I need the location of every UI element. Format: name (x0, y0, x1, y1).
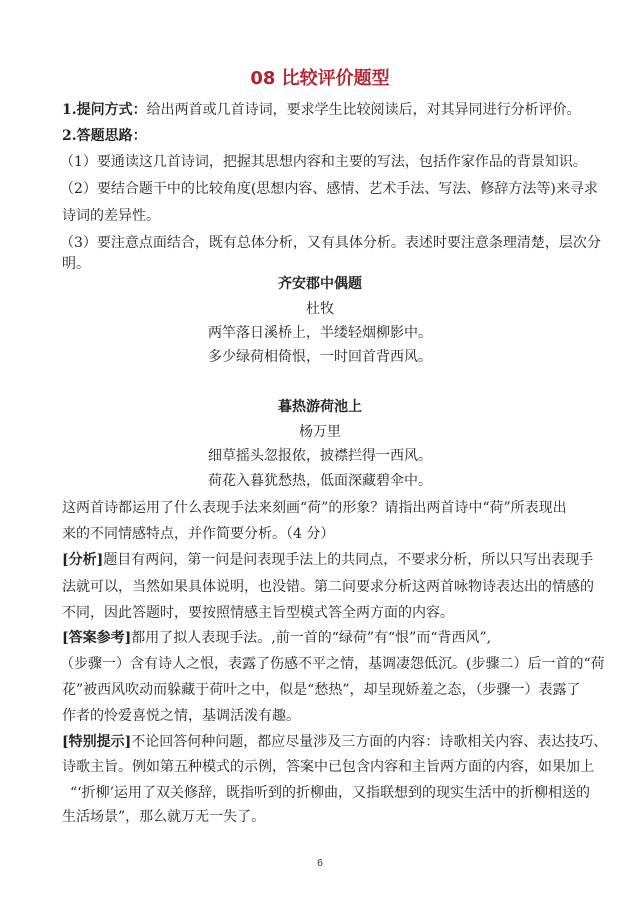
analysis-text: 题目有两问，第一问是问表现手法上的共同点，不要求分析，所以只写出表现手 (103, 552, 594, 568)
question-method-text: 给出两首或几首诗词，要求学生比较阅读后，对其异同进行分析评价。 (146, 102, 581, 118)
step-line: （3）要注意点面结合，既有总体分析，又有具体分析。表述时要注意条理清楚，层次分 (60, 235, 601, 251)
analysis-line: 法就可以，当然如果具体说明，也没错。第二问要求分析这两首咏物诗表达出的情感的 (62, 579, 594, 595)
step-line: （1）要通读这几首诗词，把握其思想内容和主要的写法，包括作家作品的背景知识。 (60, 154, 587, 170)
answer-line: 作者的怜爱喜悦之情，基调活泼有趣。 (62, 708, 300, 724)
tip-line: “‘折柳’运用了双关修辞，既指听到的折柳曲，又指联想到的现实生活中的折柳相送的 (70, 785, 591, 801)
page-title: 08 比较评价题型 (250, 68, 390, 89)
step-line: （2）要结合题干中的比较角度(思想内容、感情、艺术手法、写法、修辞方法等)来寻求 (60, 181, 598, 197)
answer-line: 花”被西风吹动而躲藏于荷叶之中，似是“愁热”，却呈现娇羞之态，（步骤一）表露了 (62, 682, 581, 698)
poem-line: 荷花入暮犹愁热，低面深藏碧伞中。 (208, 473, 432, 489)
question-method-label: 1.提问方式： (62, 102, 147, 118)
tip-text: 不论回答何种问题，都应尽量涉及三方面的内容：诗歌相关内容、表达技巧、 (131, 734, 608, 750)
poem-line: 多少绿荷相倚恨，一时回首背西风。 (208, 349, 432, 365)
tip-label: [特别提示] (62, 734, 132, 750)
poem-author: 杨万里 (299, 424, 341, 440)
tip-line (62, 733, 607, 751)
step-line: 诗词的差异性。 (62, 208, 160, 224)
page-number: 6 (317, 858, 323, 869)
poem-author: 杜牧 (306, 301, 334, 317)
poem-title: 齐安郡中偶题 (278, 276, 362, 292)
answer-line: （步骤一）含有诗人之恨，表露了伤感不平之情，基调凄怨低沉。(步骤二）后一首的“荷 (60, 656, 605, 672)
question-method (62, 101, 581, 119)
poem-line: 两竿落日溪桥上，半缕轻烟柳影中。 (208, 325, 432, 341)
answer-line (62, 629, 491, 647)
analysis-line: 不同，因此答题时，要按照情感主旨型模式答全两方面的内容。 (62, 605, 454, 621)
poem-line: 细草摇头忽报侬，披襟拦得一西风。 (208, 448, 432, 464)
tip-line: 生活场景”，那么就万无一失了。 (62, 809, 266, 825)
question-line: 这两首诗都运用了什么表现手法来刻画“荷”的形象？请指出两首诗中“荷”所表现出 (62, 500, 567, 516)
analysis-line (62, 551, 593, 569)
analysis-label: [分析] (62, 552, 104, 568)
answer-text: 都用了拟人表现手法。,前一首的“绿荷”有“恨”而“背西风”, (131, 630, 492, 646)
poem-title: 暮热游荷池上 (278, 399, 362, 415)
question-line: 来的不同情感特点，并作简要分析。（4 分） (62, 526, 335, 542)
step-line: 明。 (62, 256, 90, 272)
answer-approach-heading: 2.答题思路： (62, 128, 147, 144)
tip-line: 诗歌主旨。例如第五种模式的示例，答案中已包含内容和主旨两方面的内容，如果加上 (62, 759, 594, 775)
answer-label: [答案参考] (62, 630, 132, 646)
answer-approach-label (62, 127, 147, 145)
